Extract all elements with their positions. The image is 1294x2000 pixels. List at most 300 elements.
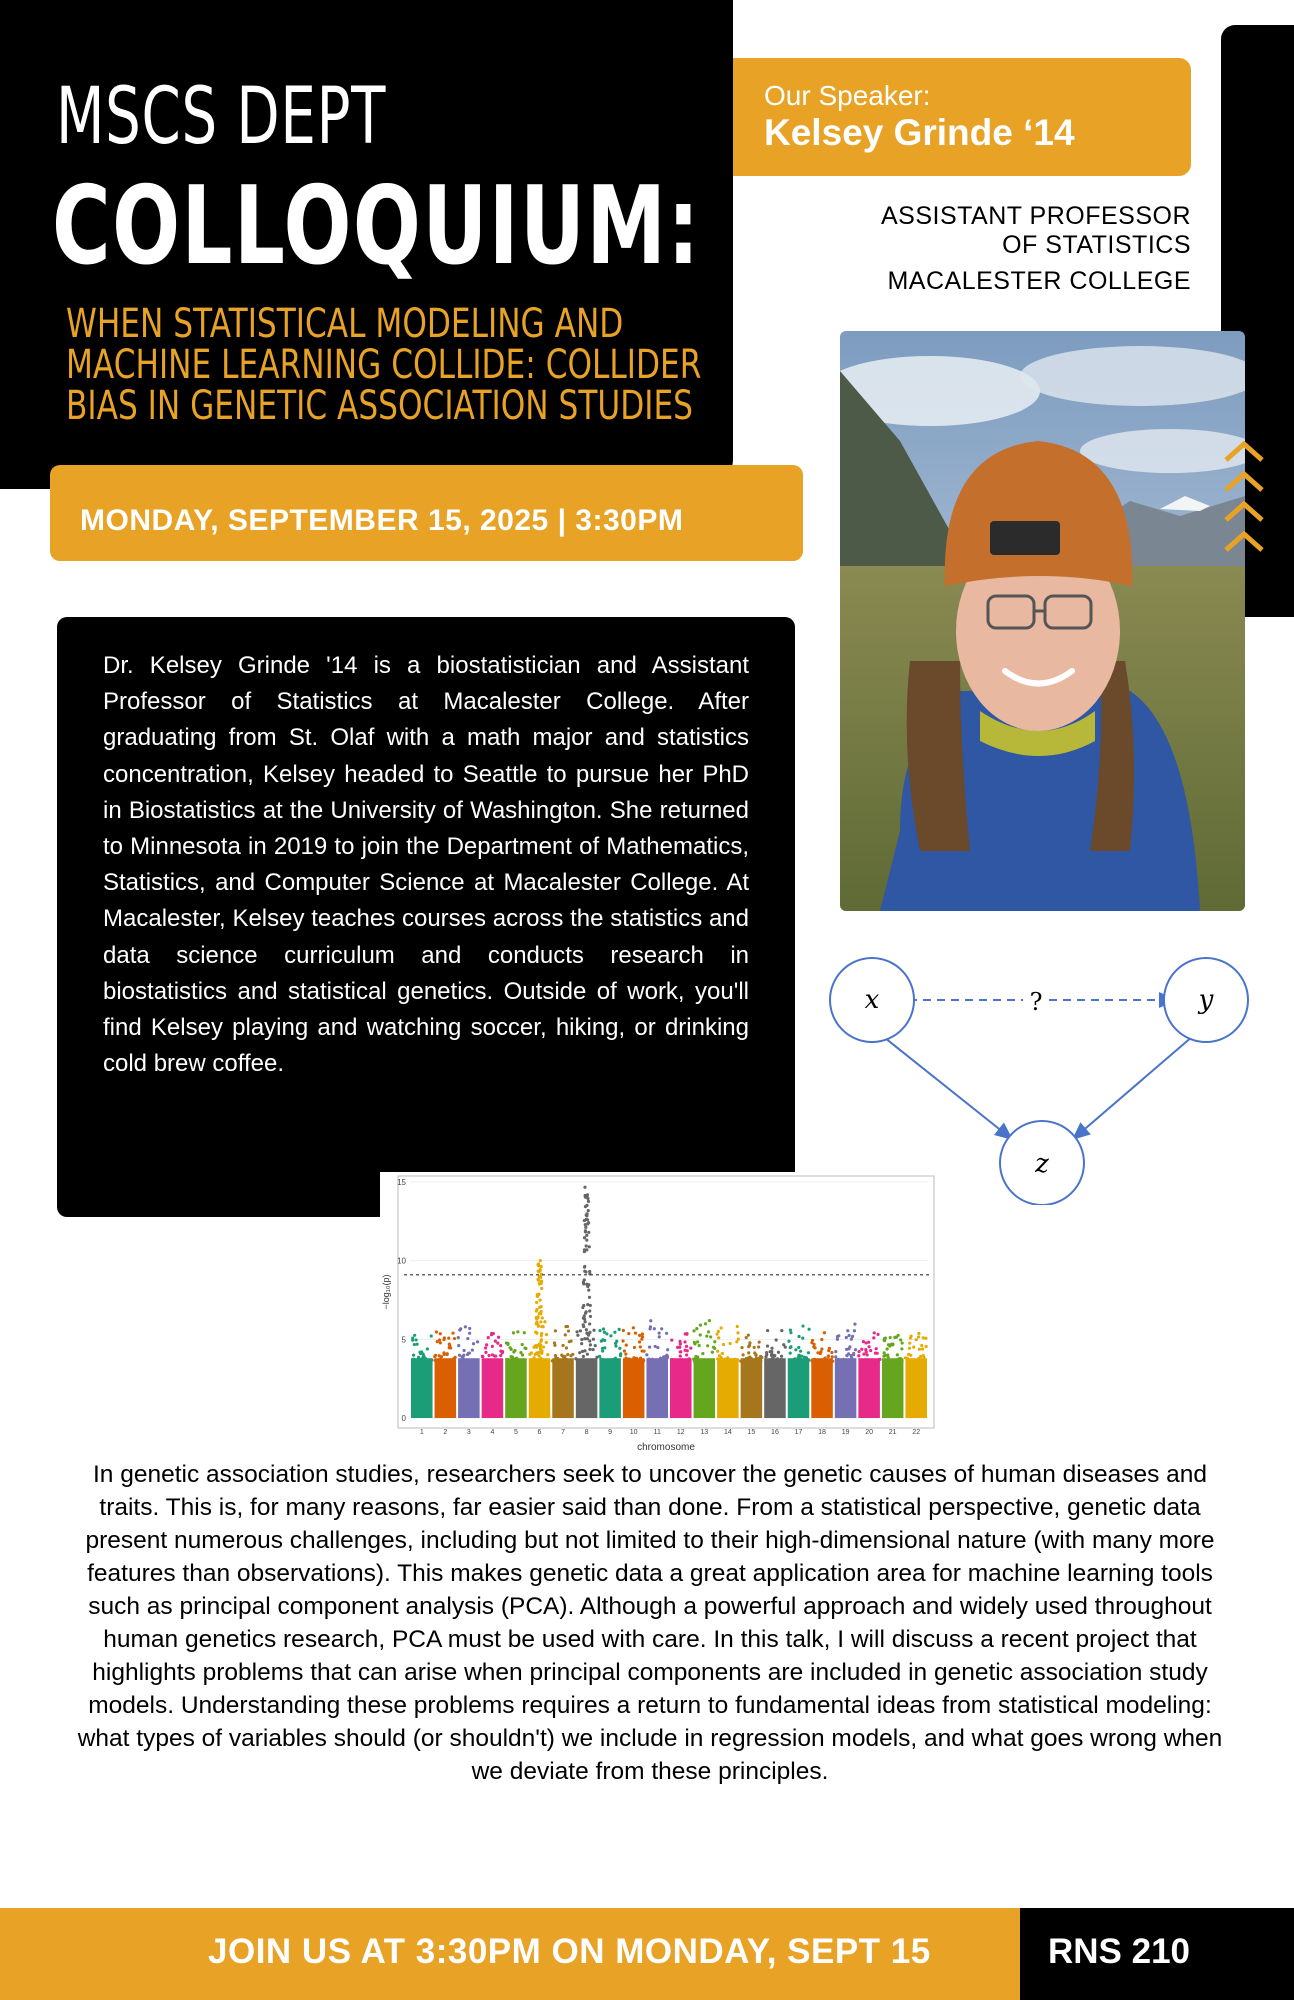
- chromosome-band: [646, 1358, 668, 1418]
- dag-edge-label: ?: [1029, 988, 1043, 1016]
- data-point: [811, 1360, 814, 1363]
- chromosome-band: [599, 1358, 621, 1418]
- data-point: [551, 1359, 554, 1362]
- data-point: [851, 1335, 854, 1338]
- data-point: [740, 1360, 743, 1363]
- data-point: [789, 1345, 792, 1348]
- data-point: [622, 1329, 625, 1332]
- data-point: [807, 1351, 810, 1354]
- data-point: [836, 1335, 839, 1338]
- data-point: [588, 1309, 591, 1312]
- data-point: [698, 1359, 701, 1362]
- data-point: [896, 1353, 899, 1356]
- data-point: [624, 1352, 627, 1355]
- data-point: [413, 1343, 416, 1346]
- data-point: [897, 1357, 900, 1360]
- data-point: [698, 1344, 701, 1347]
- data-point: [577, 1359, 580, 1362]
- data-point: [820, 1347, 823, 1350]
- data-point: [807, 1359, 810, 1362]
- data-point: [515, 1357, 518, 1360]
- data-point: [541, 1316, 544, 1319]
- data-point: [757, 1345, 760, 1348]
- data-point: [770, 1354, 773, 1357]
- data-point: [443, 1353, 446, 1356]
- speaker-label: Our Speaker:: [764, 80, 931, 111]
- data-point: [901, 1341, 904, 1344]
- data-point: [539, 1357, 542, 1360]
- data-point: [679, 1350, 682, 1353]
- data-point: [638, 1340, 641, 1343]
- data-point: [545, 1341, 548, 1344]
- data-point: [468, 1332, 471, 1335]
- data-point: [564, 1325, 567, 1328]
- data-point: [601, 1347, 604, 1350]
- data-point: [811, 1339, 814, 1342]
- footer-invite: JOIN US AT 3:30PM ON MONDAY, SEPT 15: [208, 1932, 931, 1971]
- data-point: [758, 1341, 761, 1344]
- data-point: [609, 1334, 612, 1337]
- data-point: [565, 1346, 568, 1349]
- data-point: [522, 1360, 525, 1363]
- data-point: [693, 1360, 696, 1363]
- data-point: [438, 1338, 441, 1341]
- x-tick-label: 16: [771, 1429, 779, 1436]
- data-point: [482, 1359, 485, 1362]
- data-point: [869, 1349, 872, 1352]
- data-point: [430, 1358, 433, 1361]
- x-tick-label: 21: [888, 1429, 897, 1436]
- chromosome-band: [458, 1358, 480, 1418]
- data-point: [685, 1353, 688, 1356]
- data-point: [452, 1357, 455, 1360]
- x-tick-label: 7: [561, 1429, 565, 1436]
- chromosome-band: [552, 1358, 574, 1418]
- data-point: [807, 1328, 810, 1331]
- data-point: [543, 1320, 546, 1323]
- data-point: [876, 1360, 879, 1363]
- data-point: [907, 1359, 910, 1362]
- data-point: [438, 1354, 441, 1357]
- chromosome-band: [482, 1358, 504, 1418]
- data-point: [439, 1341, 442, 1344]
- data-point: [827, 1349, 830, 1352]
- x-tick-label: 14: [723, 1429, 732, 1436]
- data-point: [753, 1351, 756, 1354]
- data-point: [747, 1334, 750, 1337]
- data-point: [801, 1337, 804, 1340]
- data-point: [671, 1358, 674, 1361]
- data-point: [537, 1262, 540, 1265]
- data-point: [411, 1336, 414, 1339]
- data-point: [587, 1231, 590, 1234]
- data-point: [451, 1332, 454, 1335]
- data-point: [545, 1333, 548, 1336]
- data-point: [758, 1356, 761, 1359]
- data-point: [755, 1356, 758, 1359]
- data-point: [567, 1329, 570, 1332]
- data-point: [561, 1344, 564, 1347]
- data-point: [585, 1328, 588, 1331]
- y-axis-label: −log₁₀(p): [381, 1274, 391, 1310]
- data-point: [860, 1348, 863, 1351]
- data-point: [766, 1359, 769, 1362]
- data-point: [539, 1305, 542, 1308]
- data-point: [491, 1345, 494, 1348]
- data-point: [583, 1314, 586, 1317]
- data-point: [859, 1359, 862, 1362]
- data-point: [598, 1355, 601, 1358]
- data-point: [799, 1350, 802, 1353]
- data-point: [540, 1265, 543, 1268]
- data-point: [587, 1209, 590, 1212]
- data-point: [858, 1350, 861, 1353]
- data-point: [499, 1344, 502, 1347]
- data-point: [853, 1329, 856, 1332]
- data-point: [435, 1330, 438, 1333]
- data-point: [658, 1331, 661, 1334]
- y-tick-label: 0: [401, 1414, 406, 1423]
- x-tick-label: 5: [514, 1429, 518, 1436]
- data-point: [632, 1326, 635, 1329]
- data-point: [583, 1186, 586, 1189]
- data-point: [872, 1336, 875, 1339]
- data-point: [889, 1336, 892, 1339]
- data-point: [689, 1347, 692, 1350]
- speaker-name: Kelsey Grinde ‘14: [764, 112, 1075, 153]
- data-point: [847, 1347, 850, 1350]
- data-point: [471, 1349, 474, 1352]
- speaker-photo: [840, 331, 1245, 911]
- x-tick-label: 13: [700, 1429, 709, 1436]
- data-point: [484, 1346, 487, 1349]
- data-point: [642, 1359, 645, 1362]
- data-point: [716, 1333, 719, 1336]
- data-point: [499, 1350, 502, 1353]
- data-point: [834, 1355, 837, 1358]
- data-point: [921, 1347, 924, 1350]
- data-point: [633, 1346, 636, 1349]
- data-point: [470, 1359, 473, 1362]
- chromosome-band: [764, 1358, 786, 1418]
- data-point: [422, 1355, 425, 1358]
- data-point: [579, 1329, 582, 1332]
- data-point: [736, 1325, 739, 1328]
- data-point: [581, 1306, 584, 1309]
- data-point: [726, 1356, 729, 1359]
- data-point: [426, 1347, 429, 1350]
- data-point: [801, 1324, 804, 1327]
- data-point: [922, 1356, 925, 1359]
- data-point: [539, 1276, 542, 1279]
- data-point: [521, 1353, 524, 1356]
- collider-diagram: [820, 950, 1260, 1205]
- data-point: [780, 1355, 783, 1358]
- chromosome-band: [788, 1358, 810, 1418]
- talk-title: [66, 301, 702, 429]
- data-point: [845, 1354, 848, 1357]
- data-point: [433, 1355, 436, 1358]
- y-tick-label: 5: [401, 1335, 406, 1345]
- data-point: [605, 1332, 608, 1335]
- data-point: [735, 1340, 738, 1343]
- dag-node-z-label: z: [1035, 1149, 1049, 1179]
- data-point: [736, 1331, 739, 1334]
- data-point: [688, 1357, 691, 1360]
- data-point: [777, 1351, 780, 1354]
- chromosome-band: [529, 1358, 551, 1418]
- chromosome-band: [741, 1358, 763, 1418]
- data-point: [686, 1349, 689, 1352]
- data-point: [498, 1358, 501, 1361]
- data-point: [418, 1351, 421, 1354]
- data-point: [775, 1338, 778, 1341]
- x-tick-label: 11: [653, 1429, 661, 1436]
- data-point: [589, 1343, 592, 1346]
- data-point: [692, 1329, 695, 1332]
- data-point: [589, 1315, 592, 1318]
- data-point: [598, 1329, 601, 1332]
- x-tick-label: 15: [747, 1429, 756, 1436]
- talk-title-line: BIAS IN GENETIC ASSOCIATION STUDIES: [66, 383, 693, 429]
- data-point: [588, 1339, 591, 1342]
- data-point: [909, 1336, 912, 1339]
- data-point: [538, 1342, 541, 1345]
- speaker-role-line: OF STATISTICS: [1002, 231, 1191, 259]
- data-point: [588, 1270, 591, 1273]
- data-point: [908, 1347, 911, 1350]
- data-point: [648, 1346, 651, 1349]
- data-point: [413, 1334, 416, 1337]
- data-point: [740, 1346, 743, 1349]
- data-point: [575, 1330, 578, 1333]
- data-point: [624, 1359, 627, 1362]
- data-point: [535, 1308, 538, 1311]
- data-point: [586, 1196, 589, 1199]
- event-date: MONDAY, SEPTEMBER 15, 2025 | 3:30PM: [80, 504, 684, 537]
- data-point: [443, 1336, 446, 1339]
- x-tick-label: 17: [794, 1429, 803, 1436]
- data-point: [583, 1317, 586, 1320]
- data-point: [720, 1326, 723, 1329]
- data-point: [925, 1345, 928, 1348]
- data-point: [540, 1334, 543, 1337]
- data-point: [787, 1340, 790, 1343]
- data-point: [748, 1356, 751, 1359]
- data-point: [652, 1359, 655, 1362]
- data-point: [594, 1359, 597, 1362]
- data-point: [784, 1346, 787, 1349]
- chromosome-band: [717, 1358, 739, 1418]
- data-point: [621, 1339, 624, 1342]
- data-point: [924, 1337, 927, 1340]
- data-point: [711, 1351, 714, 1354]
- data-point: [619, 1352, 622, 1355]
- chromosome-band: [811, 1358, 833, 1418]
- data-point: [618, 1347, 621, 1350]
- data-point: [476, 1340, 479, 1343]
- data-point: [737, 1337, 740, 1340]
- y-tick-label: 10: [397, 1256, 406, 1266]
- data-point: [623, 1349, 626, 1352]
- data-point: [430, 1334, 433, 1337]
- data-point: [865, 1350, 868, 1353]
- data-point: [639, 1345, 642, 1348]
- data-point: [449, 1359, 452, 1362]
- data-point: [529, 1358, 532, 1361]
- data-point: [891, 1343, 894, 1346]
- data-point: [753, 1346, 756, 1349]
- data-point: [857, 1354, 860, 1357]
- data-point: [523, 1331, 526, 1334]
- x-tick-label: 10: [629, 1429, 638, 1436]
- x-tick-label: 20: [865, 1429, 874, 1436]
- data-point: [506, 1343, 509, 1346]
- data-point: [542, 1345, 545, 1348]
- data-point: [780, 1329, 783, 1332]
- chromosome-band: [411, 1358, 433, 1418]
- speaker-role: [800, 202, 1191, 260]
- data-point: [416, 1343, 419, 1346]
- chromosome-band: [435, 1358, 457, 1418]
- data-point: [585, 1239, 588, 1242]
- data-point: [618, 1328, 621, 1331]
- data-point: [887, 1360, 890, 1363]
- data-point: [729, 1342, 732, 1345]
- data-point: [876, 1333, 879, 1336]
- data-point: [897, 1334, 900, 1337]
- data-point: [589, 1304, 592, 1307]
- data-point: [464, 1325, 467, 1328]
- data-point: [521, 1343, 524, 1346]
- data-point: [536, 1295, 539, 1298]
- data-point: [713, 1347, 716, 1350]
- data-point: [493, 1354, 496, 1357]
- data-point: [576, 1334, 579, 1337]
- data-point: [584, 1230, 587, 1233]
- data-point: [647, 1357, 650, 1360]
- x-tick-label: 1: [419, 1429, 424, 1436]
- data-point: [637, 1359, 640, 1362]
- data-point: [461, 1355, 464, 1358]
- data-point: [487, 1354, 490, 1357]
- data-point: [446, 1352, 449, 1355]
- data-point: [696, 1355, 699, 1358]
- data-point: [850, 1356, 853, 1359]
- data-point: [696, 1340, 699, 1343]
- data-point: [745, 1357, 748, 1360]
- data-point: [588, 1245, 591, 1248]
- data-point: [481, 1355, 484, 1358]
- data-point: [813, 1346, 816, 1349]
- data-point: [627, 1332, 630, 1335]
- chromosome-band: [694, 1358, 716, 1418]
- data-point: [887, 1356, 890, 1359]
- data-point: [433, 1359, 436, 1362]
- data-point: [834, 1350, 837, 1353]
- data-point: [539, 1269, 542, 1272]
- data-point: [770, 1347, 773, 1350]
- data-point: [510, 1348, 513, 1351]
- data-point: [771, 1357, 774, 1360]
- data-point: [412, 1358, 415, 1361]
- data-point: [448, 1344, 451, 1347]
- data-point: [693, 1342, 696, 1345]
- data-point: [766, 1329, 769, 1332]
- data-point: [685, 1345, 688, 1348]
- data-point: [587, 1221, 590, 1224]
- data-point: [789, 1328, 792, 1331]
- data-point: [582, 1355, 585, 1358]
- data-point: [837, 1358, 840, 1361]
- data-point: [540, 1349, 543, 1352]
- data-point: [922, 1336, 925, 1339]
- data-point: [554, 1329, 557, 1332]
- data-point: [713, 1340, 716, 1343]
- data-point: [823, 1331, 826, 1334]
- x-axis-label: chromosome: [637, 1442, 695, 1453]
- data-point: [685, 1333, 688, 1336]
- data-point: [584, 1312, 587, 1315]
- data-point: [535, 1301, 538, 1304]
- x-tick-label: 22: [912, 1429, 921, 1436]
- data-point: [415, 1338, 418, 1341]
- speaker-bio: Dr. Kelsey Grinde '14 is a biostatistician and Assistant Professor of Statistics at Macalester College. After graduating from St. Olaf with a math major and statistics concentration, Kelsey headed to Seattle to pursue her PhD in Biostatistics at the University of Washington. She returned to Minnesota in 2019 to join the Department of Mathematics, Statistics, and Computer Science at Macalester College. At Macalester, Kelsey teaches courses across the statistics and data science curriculum and conducts research in biostatistics and statistical genetics. Outside of work, you'll find Kelsey playing and watching soccer, hiking, or drinking cold brew coffee.: [103, 652, 749, 1078]
- data-point: [512, 1331, 515, 1334]
- data-point: [665, 1354, 668, 1357]
- data-point: [539, 1312, 542, 1315]
- data-point: [717, 1336, 720, 1339]
- data-point: [499, 1354, 502, 1357]
- data-point: [587, 1289, 590, 1292]
- data-point: [591, 1348, 594, 1351]
- data-point: [583, 1349, 586, 1352]
- data-point: [554, 1356, 557, 1359]
- data-point: [602, 1327, 605, 1330]
- data-point: [765, 1353, 768, 1356]
- talk-title-line: WHEN STATISTICAL MODELING AND: [66, 301, 624, 347]
- data-point: [842, 1359, 845, 1362]
- data-point: [583, 1219, 586, 1222]
- x-tick-label: 6: [537, 1429, 542, 1436]
- data-point: [592, 1329, 595, 1332]
- data-point: [465, 1359, 468, 1362]
- data-point: [920, 1344, 923, 1347]
- y-tick-label: 15: [397, 1178, 406, 1187]
- data-point: [899, 1338, 902, 1341]
- data-point: [653, 1327, 656, 1330]
- data-point: [759, 1360, 762, 1363]
- data-point: [539, 1340, 542, 1343]
- data-point: [583, 1337, 586, 1340]
- chromosome-band: [623, 1358, 645, 1418]
- data-point: [917, 1335, 920, 1338]
- data-point: [580, 1338, 583, 1341]
- chevrons-up-icon: [1222, 438, 1266, 564]
- data-point: [850, 1338, 853, 1341]
- data-point: [592, 1338, 595, 1341]
- data-point: [468, 1327, 471, 1330]
- chromosome-band: [858, 1358, 880, 1418]
- data-point: [561, 1359, 564, 1362]
- chromosome-band: [905, 1358, 927, 1418]
- data-point: [917, 1357, 920, 1360]
- data-point: [569, 1354, 572, 1357]
- data-point: [587, 1200, 590, 1203]
- data-point: [684, 1358, 687, 1361]
- data-point: [705, 1335, 708, 1338]
- data-point: [630, 1360, 633, 1363]
